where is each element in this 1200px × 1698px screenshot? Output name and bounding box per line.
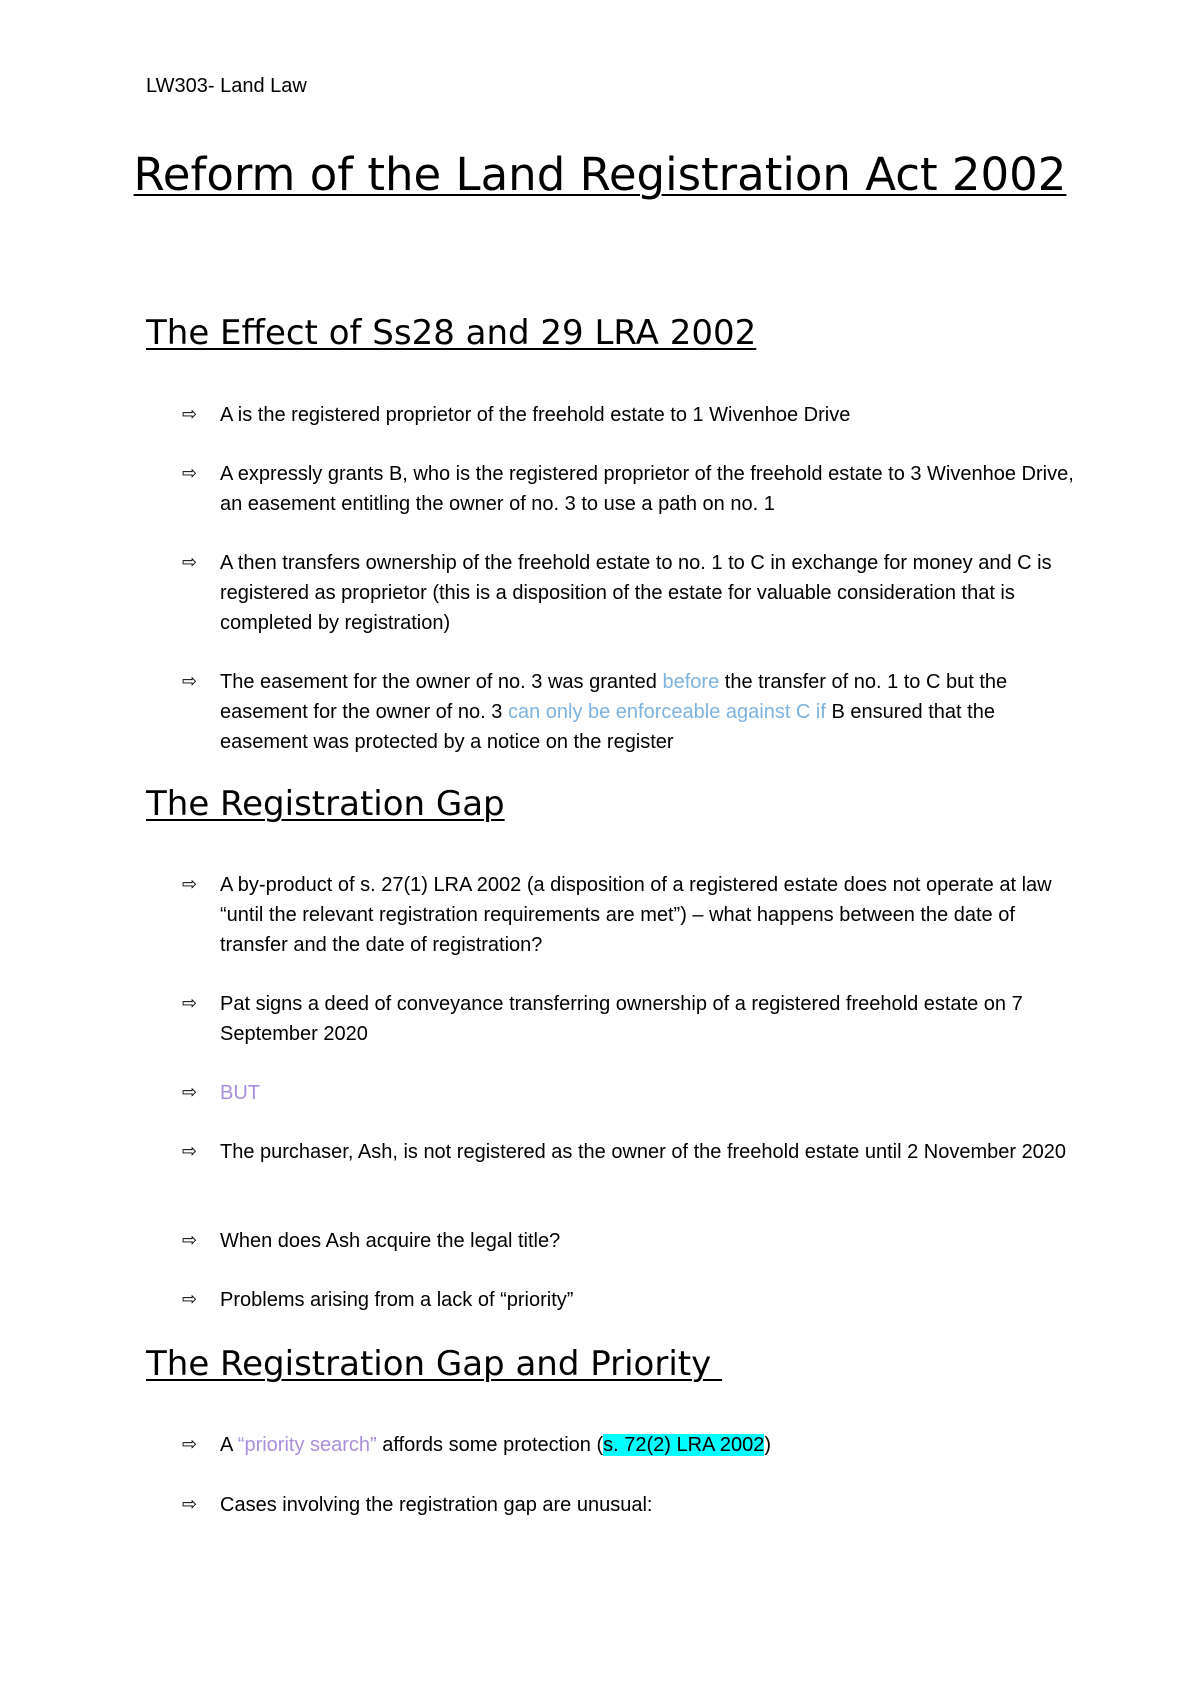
bullet-text: [220, 1430, 1082, 1460]
section-heading-registration-gap: The Registration Gap: [146, 784, 505, 824]
bullet-text: A then transfers ownership of the freehold estate to no. 1 to C in exchange for money and C is registered as proprietor (this is a disposition of the estate for valuable consideration that is completed by registration): [220, 552, 1052, 634]
bullet-text-part: A: [220, 1434, 238, 1456]
highlighted-note-enforceable: can only be enforceable against C if: [507, 701, 826, 723]
bullet-text-part: B ensured that the easement was protected by a notice on the register: [220, 701, 995, 753]
rightwards-double-arrow-icon: ⇨: [182, 1494, 198, 1515]
bullet-text: [220, 667, 1082, 757]
rightwards-double-arrow-icon: ⇨: [182, 1230, 198, 1251]
bullet-item: [182, 1430, 1082, 1460]
bullet-item: [182, 870, 1082, 960]
bullet-text-but: BUT: [220, 1082, 260, 1104]
rightwards-double-arrow-icon: ⇨: [182, 404, 198, 425]
bullet-text-part: affords some protection (: [376, 1434, 604, 1456]
bullet-text: A expressly grants B, who is the registered proprietor of the freehold estate to 3 Wivenhoe Drive, an easement entitling the owner of no. 3 to use a path on no. 1: [220, 463, 1074, 515]
bullet-text: Pat signs a deed of conveyance transferring ownership of a registered freehold estate on 7 September 2020: [220, 993, 1023, 1045]
bullet-item: [182, 400, 1082, 430]
bullet-item: [182, 459, 1082, 519]
rightwards-double-arrow-icon: ⇨: [182, 1141, 198, 1162]
bullet-text: A is the registered proprietor of the freehold estate to 1 Wivenhoe Drive: [220, 404, 851, 426]
bullet-text-part: the transfer of no. 1 to C but the easement for the owner of no. 3: [220, 671, 1008, 723]
bullet-text: The purchaser, Ash, is not registered as the owner of the freehold estate until 2 November 2020: [220, 1141, 1067, 1163]
rightwards-double-arrow-icon: ⇨: [182, 1289, 198, 1310]
bullet-text: A by-product of s. 27(1) LRA 2002 (a disposition of a registered estate does not operate at law “until the relevant registration requirements are met”) – what happens between the date of transfer and the date of registration?: [220, 874, 1052, 956]
rightwards-double-arrow-icon: ⇨: [182, 993, 198, 1014]
document-title: Reform of the Land Registration Act 2002: [133, 148, 1067, 201]
bullet-item: [182, 548, 1082, 638]
cyan-highlight-citation: s. 72(2) LRA 2002: [603, 1434, 765, 1456]
section-heading-gap-priority: The Registration Gap and Priority: [146, 1344, 723, 1384]
section-heading-effect: The Effect of Ss28 and 29 LRA 2002: [146, 313, 757, 353]
highlighted-note-before: before: [662, 671, 720, 693]
rightwards-double-arrow-icon: ⇨: [182, 1434, 198, 1455]
bullet-item: [182, 989, 1082, 1049]
rightwards-double-arrow-icon: ⇨: [182, 874, 198, 895]
bullet-text: When does Ash acquire the legal title?: [220, 1230, 561, 1252]
bullet-item: [182, 1137, 1082, 1167]
rightwards-double-arrow-icon: ⇨: [182, 671, 198, 692]
rightwards-double-arrow-icon: ⇨: [182, 463, 198, 484]
course-header: LW303- Land Law: [146, 75, 307, 97]
bullet-item: [182, 1285, 1082, 1315]
bullet-text: Cases involving the registration gap are unusual:: [220, 1494, 653, 1516]
highlighted-note-priority-search: “priority search”: [237, 1434, 377, 1456]
rightwards-double-arrow-icon: ⇨: [182, 1082, 198, 1103]
bullet-item: [182, 1078, 1082, 1108]
bullet-text-part: ): [764, 1434, 772, 1456]
bullet-text: Problems arising from a lack of “priority”: [220, 1289, 574, 1311]
bullet-item: [182, 667, 1082, 757]
bullet-item: [182, 1490, 1082, 1520]
bullet-item: [182, 1226, 1082, 1256]
rightwards-double-arrow-icon: ⇨: [182, 552, 198, 573]
bullet-text-part: The easement for the owner of no. 3 was granted: [220, 671, 663, 693]
